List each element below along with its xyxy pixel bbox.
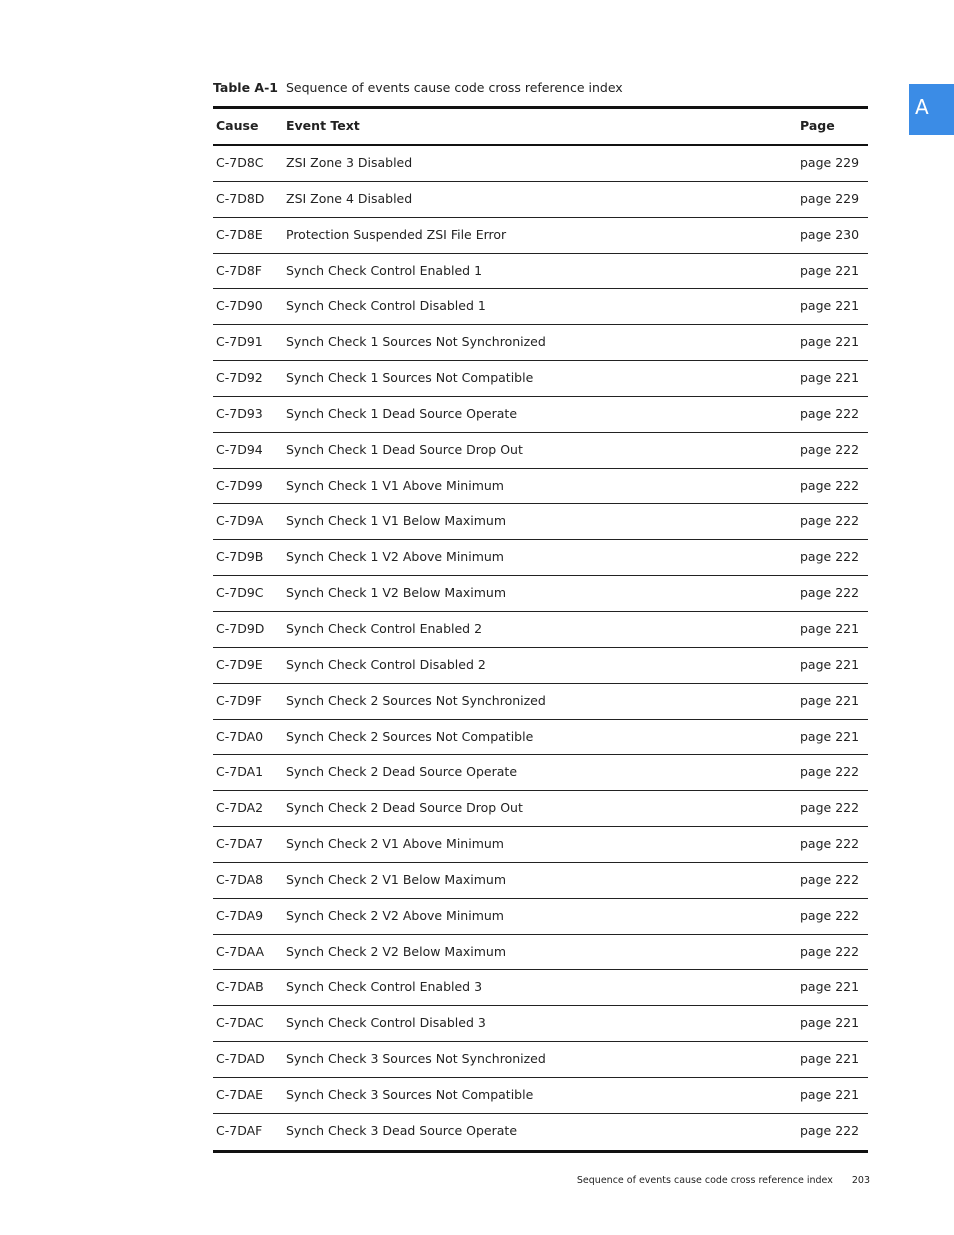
table-row <box>213 1114 868 1150</box>
cell-event-text: Synch Check 2 Sources Not Compatible <box>286 728 534 744</box>
cell-event-text: Synch Check Control Disabled 2 <box>286 656 486 672</box>
page-footer <box>0 1174 870 1188</box>
cell-page: page 222 <box>800 405 860 421</box>
cell-event-text: Synch Check 2 V2 Below Maximum <box>286 943 507 959</box>
cell-event-text: Synch Check 1 V1 Below Maximum <box>286 513 507 529</box>
table-row <box>213 1042 868 1078</box>
table-row <box>213 182 868 218</box>
header-cause: Cause <box>216 118 259 133</box>
cell-page: page 222 <box>800 907 860 923</box>
cell-cause: C-7DAB <box>216 979 264 995</box>
table-row <box>213 325 868 361</box>
table-row <box>213 970 868 1006</box>
cell-event-text: Synch Check 2 Dead Source Drop Out <box>286 800 523 816</box>
cell-cause: C-7DAD <box>216 1051 265 1067</box>
cell-page: page 221 <box>800 728 860 744</box>
cell-event-text: ZSI Zone 3 Disabled <box>286 155 413 170</box>
cell-event-text: Protection Suspended ZSI File Error <box>286 226 507 242</box>
cell-cause: C-7D9E <box>216 656 263 672</box>
cell-page: page 221 <box>800 334 860 350</box>
table-row <box>213 289 868 325</box>
cell-cause: C-7D99 <box>216 477 263 493</box>
cell-event-text: Synch Check 1 V2 Above Minimum <box>286 549 504 565</box>
header-event-text: Event Text <box>286 118 360 133</box>
cell-page: page 222 <box>800 549 860 565</box>
cell-page: page 229 <box>800 190 860 206</box>
cell-page: page 222 <box>800 764 860 780</box>
cell-page: page 229 <box>800 155 860 170</box>
cell-cause: C-7D92 <box>216 370 263 386</box>
cell-page: page 221 <box>800 692 860 708</box>
table-row <box>213 827 868 863</box>
cell-cause: C-7DAA <box>216 943 265 959</box>
cell-cause: C-7D8D <box>216 190 265 206</box>
cell-page: page 222 <box>800 477 860 493</box>
cause-code-table <box>213 106 868 1153</box>
cell-page: page 221 <box>800 370 860 386</box>
cell-cause: C-7D94 <box>216 441 263 457</box>
cell-page: page 221 <box>800 1015 860 1031</box>
cell-cause: C-7D9B <box>216 549 264 565</box>
cell-page: page 222 <box>800 513 860 529</box>
table-row <box>213 863 868 899</box>
table-row <box>213 755 868 791</box>
table-row <box>213 540 868 576</box>
cell-event-text: Synch Check 1 Dead Source Drop Out <box>286 441 523 457</box>
cell-cause: C-7D91 <box>216 334 263 350</box>
table-row <box>213 254 868 290</box>
cell-page: page 221 <box>800 1051 860 1067</box>
cell-cause: C-7D8F <box>216 262 262 278</box>
cell-cause: C-7D9D <box>216 620 265 636</box>
table-row <box>213 433 868 469</box>
cell-event-text: Synch Check 1 Sources Not Synchronized <box>286 334 546 350</box>
table-caption <box>213 80 623 96</box>
table-row <box>213 218 868 254</box>
cell-event-text: ZSI Zone 4 Disabled <box>286 190 413 206</box>
cell-cause: C-7DAF <box>216 1122 263 1138</box>
cell-event-text: Synch Check 3 Sources Not Synchronized <box>286 1051 546 1067</box>
cell-page: page 222 <box>800 1122 860 1138</box>
table-row <box>213 1006 868 1042</box>
cell-event-text: Synch Check 1 V2 Below Maximum <box>286 585 507 601</box>
table-row <box>213 469 868 505</box>
cell-cause: C-7D9F <box>216 692 262 708</box>
cell-page: page 221 <box>800 620 860 636</box>
cell-page: page 221 <box>800 979 860 995</box>
cell-page: page 222 <box>800 585 860 601</box>
table-row <box>213 720 868 756</box>
cell-cause: C-7D90 <box>216 298 263 314</box>
cell-cause: C-7DA8 <box>216 871 264 887</box>
table-caption-label: Table A-1 <box>213 80 278 95</box>
table-row <box>213 504 868 540</box>
cell-page: page 222 <box>800 800 860 816</box>
cell-page: page 221 <box>800 298 860 314</box>
cell-event-text: Synch Check 1 V1 Above Minimum <box>286 477 504 493</box>
cell-event-text: Synch Check 2 V1 Below Maximum <box>286 871 507 887</box>
cell-page: page 222 <box>800 943 860 959</box>
footer-title: Sequence of events cause code cross reference index <box>576 1175 833 1186</box>
table-row <box>213 1078 868 1114</box>
table-row <box>213 935 868 971</box>
cell-event-text: Synch Check 1 Dead Source Operate <box>286 405 518 421</box>
table-row <box>213 146 868 182</box>
cell-event-text: Synch Check 1 Sources Not Compatible <box>286 370 534 386</box>
cell-cause: C-7DA7 <box>216 836 264 852</box>
cell-page: page 222 <box>800 836 860 852</box>
table-row <box>213 684 868 720</box>
cell-cause: C-7D8E <box>216 226 263 242</box>
table-header-row <box>213 109 868 146</box>
cell-cause: C-7DA0 <box>216 728 264 744</box>
cell-cause: C-7DAE <box>216 1086 264 1102</box>
cell-event-text: Synch Check 2 V1 Above Minimum <box>286 836 504 852</box>
cell-event-text: Synch Check 3 Sources Not Compatible <box>286 1086 534 1102</box>
cell-cause: C-7DA2 <box>216 800 264 816</box>
cell-event-text: Synch Check Control Disabled 3 <box>286 1015 486 1031</box>
table-row <box>213 397 868 433</box>
cell-cause: C-7DA9 <box>216 907 264 923</box>
table-row <box>213 576 868 612</box>
cell-event-text: Synch Check 2 Dead Source Operate <box>286 764 518 780</box>
cell-event-text: Synch Check 2 Sources Not Synchronized <box>286 692 546 708</box>
table-row <box>213 612 868 648</box>
cell-event-text: Synch Check 2 V2 Above Minimum <box>286 907 504 923</box>
cell-cause: C-7DA1 <box>216 764 264 780</box>
cell-page: page 221 <box>800 656 860 672</box>
cell-page: page 222 <box>800 441 860 457</box>
cell-event-text: Synch Check Control Enabled 2 <box>286 620 483 636</box>
appendix-tab-marker: A <box>909 84 954 135</box>
cell-event-text: Synch Check 3 Dead Source Operate <box>286 1122 518 1138</box>
cell-event-text: Synch Check Control Enabled 3 <box>286 979 483 995</box>
cell-cause: C-7D8C <box>216 155 264 170</box>
cell-cause: C-7DAC <box>216 1015 264 1031</box>
cell-page: page 230 <box>800 226 860 242</box>
cell-page: page 221 <box>800 1086 860 1102</box>
header-page: Page <box>800 118 835 133</box>
cell-page: page 221 <box>800 262 860 278</box>
cell-cause: C-7D9A <box>216 513 264 529</box>
cell-event-text: Synch Check Control Enabled 1 <box>286 262 483 278</box>
table-row <box>213 361 868 397</box>
table-row <box>213 648 868 684</box>
table-row <box>213 791 868 827</box>
table-row <box>213 899 868 935</box>
cell-page: page 222 <box>800 871 860 887</box>
cell-event-text: Synch Check Control Disabled 1 <box>286 298 486 314</box>
table-caption-title: Sequence of events cause code cross reference index <box>285 80 623 95</box>
footer-page-number: 203 <box>851 1175 870 1186</box>
cell-cause: C-7D93 <box>216 405 263 421</box>
cell-cause: C-7D9C <box>216 585 264 601</box>
